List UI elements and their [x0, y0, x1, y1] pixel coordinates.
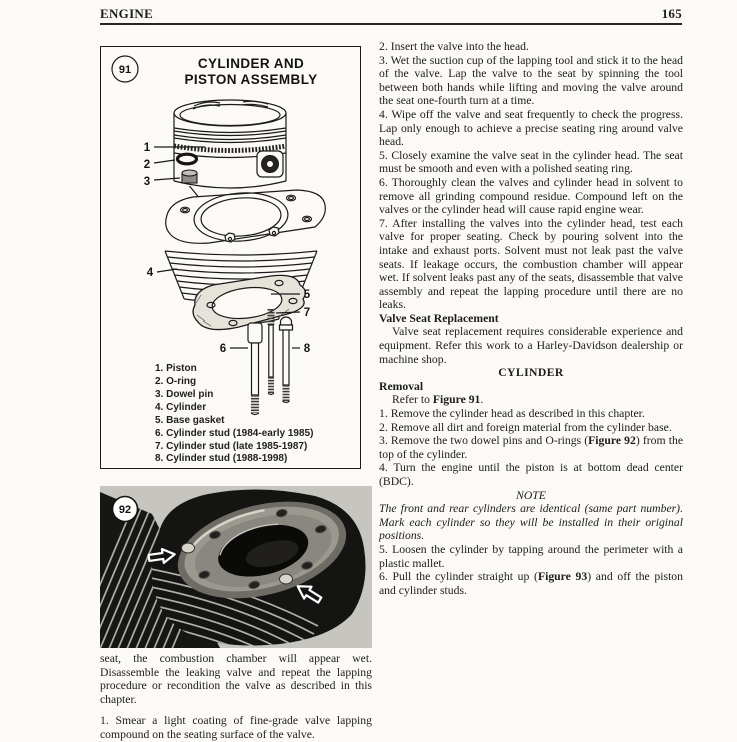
figure-91-number: 91 — [118, 64, 132, 76]
note-label: NOTE — [516, 488, 546, 502]
figure-91-diagram — [101, 47, 357, 465]
left-column — [100, 46, 373, 648]
step-item: 5. Loosen the cylinder by tapping around the perimeter with a plastic mallet. — [379, 542, 683, 570]
step-item: 1. Remove the cylinder head as described in this chapter. — [379, 407, 645, 421]
callout-8: 8 — [303, 343, 311, 355]
figure-reference: Figure 92 — [588, 434, 636, 448]
part-item: 2. O-ring — [155, 376, 197, 387]
page-header — [100, 6, 682, 25]
paragraph: Valve seat replacement requires considerable experience and equipment. Refer this work to a Harley-Davidson dealership or machine shop. — [379, 325, 683, 366]
section-heading: Valve Seat Replacement — [379, 311, 499, 325]
o-ring-drawing — [178, 154, 197, 164]
step-item: 2. Remove all dirt and foreign material from the cylinder base. — [379, 420, 672, 434]
figure-reference: Figure 93 — [537, 570, 588, 584]
part-item: 5. Base gasket — [155, 415, 225, 426]
paragraph — [379, 393, 683, 407]
page-number: 165 — [661, 6, 682, 21]
figure-91-parts-list — [155, 363, 313, 464]
step-item: 3. Wet the suction cup of the lapping tool and stick it to the head of the valve. Lap the valve to the seat by spinning the tool between both hands while lifting and moving the valve around the seat one-fourth turn at a time. — [379, 53, 683, 108]
part-item: 6. Cylinder stud (1984-early 1985) — [155, 428, 314, 439]
step-item: 5. Closely examine the valve seat in the cylinder head. The seat must be smooth and even with a polished seating ring. — [379, 148, 683, 176]
part-item: 4. Cylinder — [155, 402, 207, 413]
part-item: 1. Piston — [155, 363, 197, 374]
text-run: . — [480, 393, 484, 407]
figure-92 — [100, 486, 372, 648]
dowel-pin-photo — [280, 574, 293, 584]
part-item: 7. Cylinder stud (late 1985-1987) — [155, 441, 308, 452]
figure-91-title-line2: PISTON ASSEMBLY — [184, 72, 318, 87]
callout-6: 6 — [219, 343, 227, 355]
section-heading: CYLINDER — [498, 366, 564, 380]
text-run: 3. Remove the two dowel pins and O-rings ( — [379, 434, 589, 448]
text-run: 6. Pull the cylinder straight up ( — [379, 570, 538, 584]
step-item: 1. Smear a light coating of fine-grade valve lapping compound on the seating surface of the valve. — [100, 714, 372, 741]
step-item: 6. Thoroughly clean the valves and cylinder head in solvent to remove all grinding compound residue. Compound left on the valves or the cylinder head will cause rapid engine wear. — [379, 175, 683, 217]
callout-7: 7 — [303, 307, 311, 319]
note-text: The front and rear cylinders are identical (same part number). Mark each cylinder so they will be installed in their original positions. — [379, 502, 683, 543]
subsection-heading: Removal — [379, 379, 424, 393]
figure-reference: Figure 91 — [432, 393, 481, 407]
step-item — [379, 434, 683, 461]
callout-4: 4 — [146, 267, 154, 279]
text-run: Refer to — [392, 393, 433, 407]
part-item: 8. Cylinder stud (1988-1998) — [155, 453, 288, 464]
paragraph: seat, the combustion chamber will appear wet. Disassemble the leaking valve and repeat the lapping procedure or recondition the valve as described in this chapter. — [100, 652, 372, 706]
step-item — [379, 570, 683, 597]
figure-91 — [100, 46, 361, 469]
part-item: 3. Dowel pin — [155, 389, 214, 400]
step-item: 7. After installing the valves into the cylinder head, test each valve for proper seating. Check by pouring solvent into the intake and exhaust ports. Solvent must not leak past the valve seats. If leakage occurs, the combustion chamber will appear wet. If solvent leaks past any of the seats, disassemble that valve assembly and repeat the lapping procedure until there are no leaks. — [379, 216, 683, 312]
callout-2: 2 — [143, 159, 151, 171]
chapter-title: ENGINE — [100, 6, 154, 21]
text-run: ) and off the piston and cylinder studs. — [379, 570, 683, 597]
step-item: 4. Turn the engine until the piston is at bottom dead center (BDC). — [379, 461, 683, 488]
callout-5: 5 — [303, 289, 311, 301]
figure-91-title-line1: CYLINDER AND — [197, 56, 305, 71]
callout-1: 1 — [143, 142, 151, 154]
right-column — [379, 40, 683, 597]
callout-3: 3 — [143, 176, 151, 188]
step-item: 4. Wipe off the valve and seat frequently to check the progress. Lap only enough to achieve a precise seating ring around valve head. — [379, 107, 683, 149]
text-run: ) from the top of the cylinder. — [379, 434, 683, 461]
step-item: 2. Insert the valve into the head. — [379, 40, 529, 53]
figure-92-number: 92 — [118, 504, 132, 516]
dowel-pin-photo — [182, 543, 195, 553]
cylinder-studs-drawing — [248, 309, 293, 415]
left-column-text — [100, 652, 372, 742]
figure-92-photo — [100, 486, 372, 648]
